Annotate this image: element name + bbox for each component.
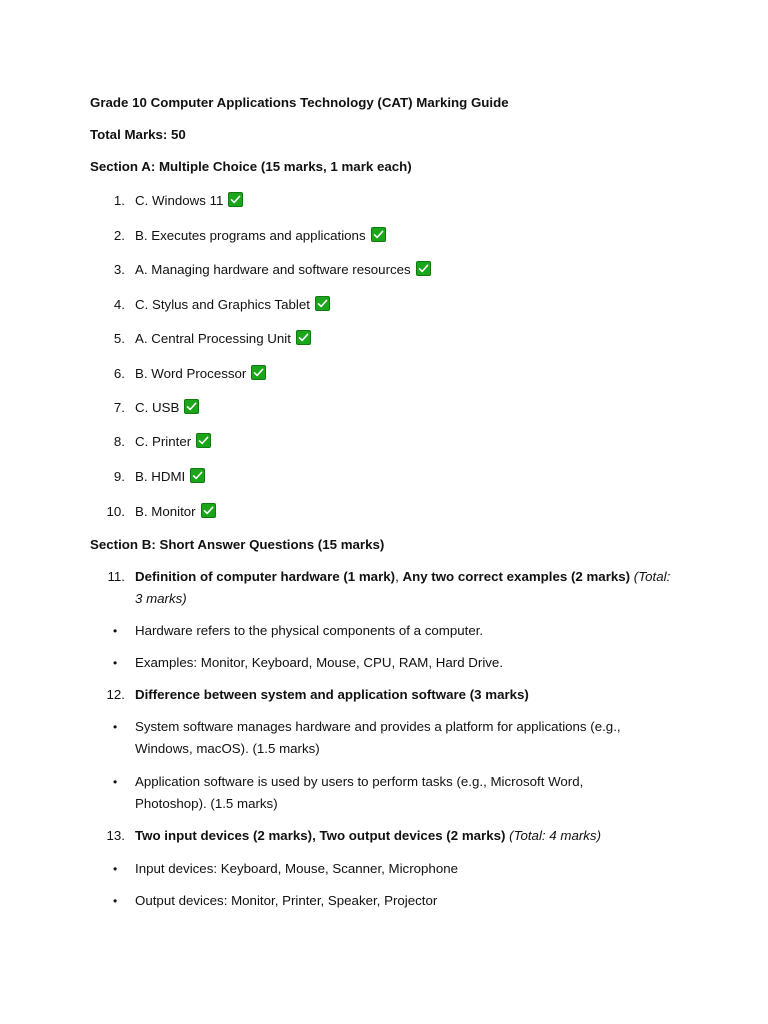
question-part: Two input devices (2 marks), Two output devices (2 marks) [135, 828, 506, 843]
check-mark-icon [196, 433, 211, 448]
answer-text: C. USB [135, 400, 180, 415]
check-mark-icon [201, 503, 216, 518]
bullet-icon: • [113, 862, 118, 876]
check-mark-icon [251, 365, 266, 380]
bullet-icon: • [113, 656, 118, 670]
question-part: Definition of computer hardware (1 mark) [135, 569, 396, 584]
answer-text: A. Managing hardware and software resources [135, 262, 411, 277]
answer-text: C. Printer [135, 434, 192, 449]
item-number: 7. [113, 400, 125, 415]
total-note: (Total: [633, 569, 671, 584]
item-number: 10. [106, 504, 125, 519]
separator: , [395, 569, 403, 584]
check-mark-icon [228, 192, 243, 207]
section-b-heading: Section B: Short Answer Questions (15 marks) [90, 537, 385, 552]
section-a-heading: Section A: Multiple Choice (15 marks, 1 mark each) [90, 159, 412, 174]
question-number: 13. [106, 828, 125, 843]
check-mark-icon [315, 296, 330, 311]
item-number: 9. [113, 469, 125, 484]
question-part: Any two correct examples (2 marks) [402, 569, 631, 584]
total-note: (Total: 4 marks) [509, 828, 602, 843]
bullet-text: Hardware refers to the physical components of a computer. [135, 623, 484, 638]
bullet-text: Output devices: Monitor, Printer, Speaker, Projector [135, 893, 438, 908]
check-mark-icon [184, 399, 199, 414]
bullet-text: Application software is used by users to perform tasks (e.g., Microsoft Word, [135, 774, 584, 789]
question-11-title [135, 567, 670, 587]
bullet-text-continued: Photoshop). (1.5 marks) [135, 796, 278, 811]
bullet-icon: • [113, 775, 118, 789]
answer-text: B. Monitor [135, 504, 196, 519]
answer-text: A. Central Processing Unit [135, 331, 291, 346]
item-number: 8. [113, 434, 125, 449]
check-mark-icon [416, 261, 431, 276]
question-number: 12. [106, 687, 125, 702]
answer-text: B. Executes programs and applications [135, 228, 366, 243]
bullet-text: System software manages hardware and provides a platform for applications (e.g., [135, 719, 621, 734]
item-number: 6. [113, 366, 125, 381]
bullet-icon: • [113, 624, 118, 638]
answer-text: B. Word Processor [135, 366, 247, 381]
bullet-text-continued: Windows, macOS). (1.5 marks) [135, 741, 320, 756]
question-12-title: Difference between system and application software (3 marks) [135, 687, 529, 702]
question-13-title [135, 826, 601, 846]
check-mark-icon [190, 468, 205, 483]
item-number: 4. [113, 297, 125, 312]
item-number: 3. [113, 262, 125, 277]
bullet-icon: • [113, 720, 118, 734]
bullet-icon: • [113, 894, 118, 908]
check-mark-icon [371, 227, 386, 242]
item-number: 1. [113, 193, 125, 208]
total-marks: Total Marks: 50 [90, 127, 186, 142]
item-number: 5. [113, 331, 125, 346]
answer-text: C. Stylus and Graphics Tablet [135, 297, 310, 312]
answer-text: C. Windows 11 [135, 193, 224, 208]
answer-text: B. HDMI [135, 469, 186, 484]
bullet-text: Examples: Monitor, Keyboard, Mouse, CPU, RAM, Hard Drive. [135, 655, 504, 670]
bullet-text: Input devices: Keyboard, Mouse, Scanner, Microphone [135, 861, 459, 876]
question-number: 11. [107, 569, 125, 584]
document-title: Grade 10 Computer Applications Technology (CAT) Marking Guide [90, 95, 509, 110]
total-note-continued: 3 marks) [135, 591, 187, 606]
check-mark-icon [296, 330, 311, 345]
item-number: 2. [113, 228, 125, 243]
